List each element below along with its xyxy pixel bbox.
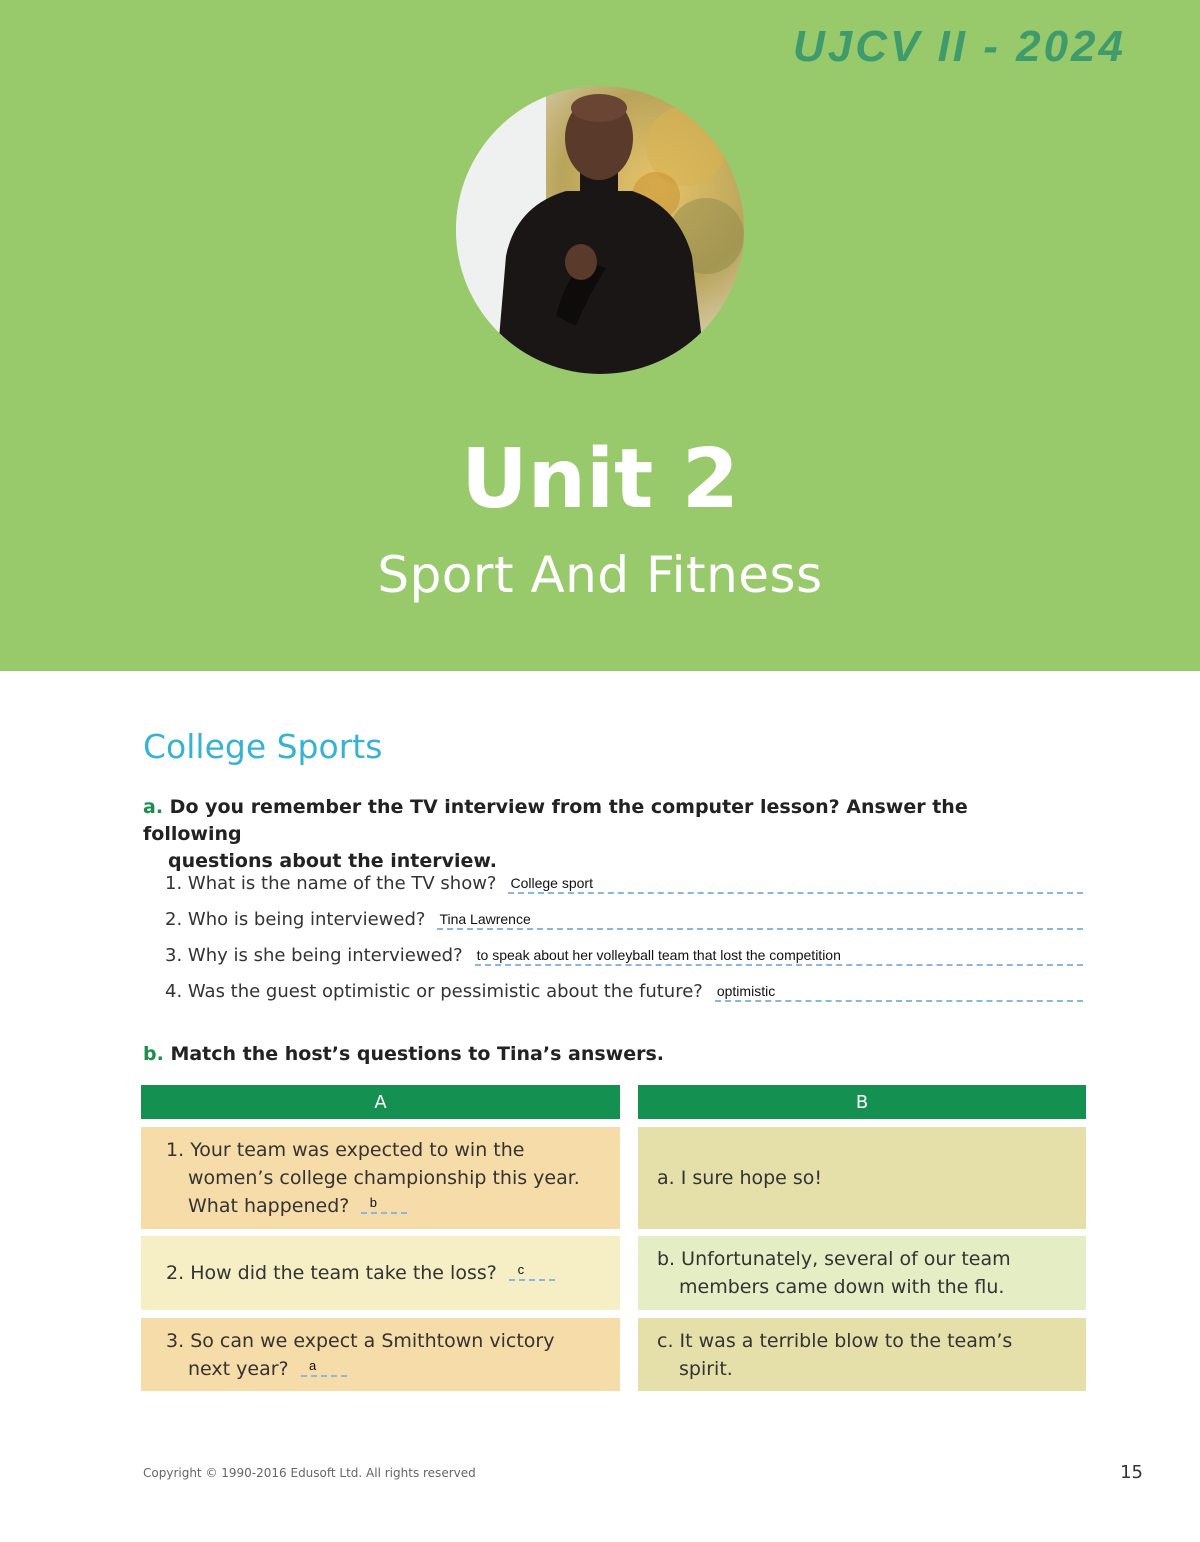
- match-question-line: How did the team take the loss?: [190, 1262, 497, 1284]
- match-answer-field[interactable]: [509, 1263, 555, 1281]
- answer-text: optimistic: [716, 983, 776, 999]
- match-answer-line: members came down with the flu.: [679, 1276, 1005, 1298]
- stamp-watermark: UJCV II - 2024: [792, 22, 1126, 71]
- answer-field[interactable]: [437, 906, 1083, 930]
- match-question-line: What happened?: [188, 1195, 350, 1217]
- match-question-number: 1.: [166, 1139, 185, 1161]
- match-question-line: women’s college championship this year.: [188, 1167, 580, 1189]
- match-answer-b: [638, 1236, 1086, 1310]
- match-answer-text: a: [309, 1357, 317, 1373]
- question-row: [165, 938, 1083, 966]
- match-answer-a: [638, 1127, 1086, 1229]
- match-answer-line: I sure hope so!: [680, 1167, 823, 1189]
- match-question-2: [141, 1236, 620, 1310]
- instruction-a: [143, 794, 1043, 875]
- match-question-1: [141, 1127, 620, 1229]
- question-text: 2. Who is being interviewed?: [165, 909, 426, 930]
- section-title: College Sports: [143, 727, 383, 766]
- match-question-3: [141, 1318, 620, 1391]
- match-answer-text: c: [517, 1262, 525, 1277]
- match-question-line: next year?: [188, 1357, 289, 1380]
- match-answer-line: Unfortunately, several of our team: [681, 1248, 1011, 1270]
- copyright-text: Copyright © 1990-2016 Edusoft Ltd. All rights reserved: [143, 1466, 476, 1480]
- instruction-b: [143, 1041, 664, 1068]
- match-question-number: 3.: [166, 1329, 185, 1352]
- question-text: 4. Was the guest optimistic or pessimistic about the future?: [165, 981, 703, 1002]
- match-answer-letter: a.: [657, 1167, 675, 1189]
- match-question-line: So can we expect a Smithtown victory: [190, 1329, 555, 1352]
- answer-text: Tina Lawrence: [439, 911, 531, 927]
- runner-photo: [456, 86, 744, 374]
- match-answer-letter: c.: [657, 1329, 674, 1352]
- question-row: [165, 974, 1083, 1002]
- match-answer-line: It was a terrible blow to the team’s: [679, 1329, 1013, 1352]
- runner-photo-illustration: [456, 86, 744, 374]
- instruction-a-line2: questions about the interview.: [168, 850, 497, 872]
- question-text: 1. What is the name of the TV show?: [165, 873, 497, 894]
- unit-subtitle: Sport And Fitness: [377, 546, 823, 604]
- match-answer-c: [638, 1318, 1086, 1391]
- match-answer-field[interactable]: [361, 1196, 407, 1214]
- match-answer-text: b: [369, 1195, 377, 1210]
- instruction-b-text: Match the host’s questions to Tina’s answers.: [170, 1043, 665, 1065]
- column-a-header: A: [141, 1085, 620, 1119]
- question-text: 3. Why is she being interviewed?: [165, 945, 463, 966]
- instruction-a-line1: Do you remember the TV interview from the computer lesson? Answer the following: [143, 796, 968, 845]
- question-row: [165, 866, 1083, 894]
- question-row: [165, 902, 1083, 930]
- answer-field[interactable]: [475, 942, 1083, 966]
- match-answer-line: spirit.: [679, 1357, 733, 1380]
- answer-text: College sport: [510, 875, 593, 891]
- answer-field[interactable]: [508, 870, 1083, 894]
- match-answer-field[interactable]: [301, 1359, 347, 1377]
- answer-field[interactable]: [715, 978, 1083, 1002]
- instruction-a-letter: a.: [143, 796, 164, 818]
- instruction-b-letter: b.: [143, 1043, 164, 1065]
- match-question-number: 2.: [166, 1262, 185, 1284]
- match-question-line: Your team was expected to win the: [190, 1139, 525, 1161]
- match-answer-letter: b.: [657, 1248, 676, 1270]
- unit-title: Unit 2: [461, 432, 739, 527]
- page-number: 15: [1120, 1462, 1143, 1483]
- column-b-header: B: [638, 1085, 1086, 1119]
- answer-text: to speak about her volleyball team that lost the competition: [476, 947, 841, 963]
